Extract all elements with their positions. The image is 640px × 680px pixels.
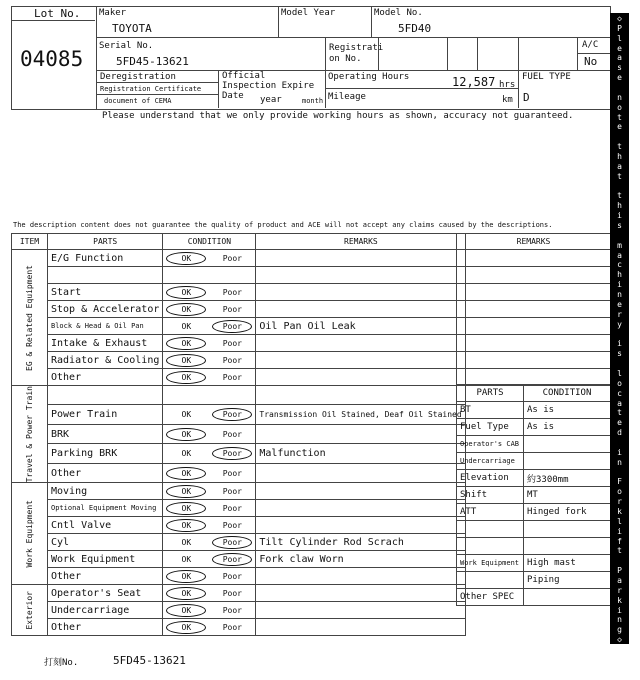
- right-remarks-table: [456, 233, 611, 386]
- part-name: BRK: [48, 424, 163, 443]
- group-label: Exterior: [12, 585, 48, 636]
- part-name: E/G Function: [48, 250, 163, 267]
- remark: Transmission Oil Stained, Deaf Oil Stained: [256, 405, 466, 424]
- poor-mark: Poor: [212, 320, 252, 333]
- table-row: [12, 534, 466, 551]
- part-name: Stop & Accelerator: [48, 301, 163, 318]
- sidebar-char: e: [617, 43, 622, 53]
- part-name: Parking BRK: [48, 444, 163, 463]
- spec-condition: [524, 538, 611, 555]
- mileage-label: Mileage: [328, 92, 366, 102]
- ok-mark: OK: [181, 449, 192, 459]
- part-name: Intake & Exhaust: [48, 335, 163, 352]
- poor-mark: Poor: [222, 304, 242, 314]
- sidebar-char: a: [617, 53, 622, 63]
- remark: [256, 500, 466, 517]
- remark: [256, 483, 466, 500]
- remark: [256, 369, 466, 386]
- part-name: Operator's Seat: [48, 585, 163, 602]
- hrs-label: hrs: [499, 80, 516, 90]
- spec-part: [457, 538, 524, 555]
- table-row: [12, 369, 466, 386]
- sidebar-char: e: [617, 418, 622, 428]
- poor-mark: Poor: [222, 622, 242, 632]
- poor-mark: Poor: [222, 355, 242, 365]
- sidebar-char: n: [617, 615, 622, 625]
- spec-part: Work Equipment: [457, 555, 524, 572]
- sidebar-char: c: [617, 260, 622, 270]
- part-name: Undercarriage: [48, 602, 163, 619]
- sidebar-char: a: [617, 575, 622, 585]
- sidebar-char: l: [617, 516, 622, 526]
- ok-mark: OK: [166, 502, 206, 515]
- sidebar-char: m: [617, 240, 622, 250]
- sidebar-char: ◇: [617, 635, 622, 645]
- serial-label: Serial No.: [99, 41, 154, 51]
- spec-condition-header: CONDITION: [524, 385, 611, 402]
- spec-condition: [524, 589, 611, 606]
- sidebar-char: s: [617, 221, 622, 231]
- spec-row: [457, 453, 611, 470]
- part-name: [48, 267, 163, 284]
- table-row: [12, 463, 466, 483]
- spec-row: [457, 538, 611, 555]
- sidebar-char: o: [617, 102, 622, 112]
- sidebar-char: r: [617, 309, 622, 319]
- spec-condition: [524, 453, 611, 470]
- spec-row: [457, 572, 611, 589]
- spec-condition: [524, 436, 611, 453]
- ok-mark: OK: [181, 321, 192, 331]
- ok-mark: OK: [166, 467, 206, 480]
- op-hours-label: Operating Hours: [328, 72, 410, 82]
- location-sidebar: [610, 13, 629, 644]
- sidebar-char: o: [617, 487, 622, 497]
- spec-part: Elevation: [457, 470, 524, 487]
- poor-mark: Poor: [222, 571, 242, 581]
- sidebar-char: P: [617, 566, 622, 576]
- spec-row: [457, 504, 611, 521]
- op-hours-value: 12,587: [452, 75, 496, 89]
- table-row: [12, 284, 466, 301]
- sidebar-char: P: [617, 23, 622, 33]
- remark: [256, 386, 466, 405]
- disclaimer: The description content does not guarantee the quality of product and ACE will not accept any claims caused by the descriptions.: [13, 221, 553, 229]
- fuel-value: D: [523, 91, 530, 104]
- remark: [256, 463, 466, 483]
- sidebar-char: r: [617, 497, 622, 507]
- spec-condition: As is: [524, 419, 611, 436]
- sidebar-char: o: [617, 378, 622, 388]
- table-row: [12, 335, 466, 352]
- table-row: [12, 551, 466, 568]
- part-name: Other: [48, 463, 163, 483]
- ok-mark: OK: [166, 337, 206, 350]
- stamp-value: 5FD45-13621: [113, 654, 186, 667]
- spec-part: ATT: [457, 504, 524, 521]
- spec-row: [457, 589, 611, 606]
- remark: [256, 352, 466, 369]
- sidebar-char: a: [617, 398, 622, 408]
- stamp-label: 打刻No.: [44, 658, 79, 668]
- spec-condition: MT: [524, 487, 611, 504]
- table-row: [12, 301, 466, 318]
- poor-mark: Poor: [212, 553, 252, 566]
- table-row: [12, 517, 466, 534]
- poor-mark: Poor: [222, 468, 242, 478]
- poor-mark: Poor: [222, 338, 242, 348]
- ok-mark: OK: [166, 519, 206, 532]
- table-row: [12, 568, 466, 585]
- part-name: Other: [48, 568, 163, 585]
- sidebar-char: n: [617, 92, 622, 102]
- poor-mark: Poor: [222, 429, 242, 439]
- poor-mark: Poor: [222, 503, 242, 513]
- remark: Malfunction: [256, 444, 466, 463]
- part-name: Start: [48, 284, 163, 301]
- ok-mark: OK: [181, 537, 192, 547]
- spec-row: [457, 487, 611, 504]
- right-remarks-header: REMARKS: [457, 234, 611, 250]
- remark: [256, 267, 466, 284]
- sidebar-char: h: [617, 270, 622, 280]
- sidebar-char: d: [617, 428, 622, 438]
- poor-mark: Poor: [222, 253, 242, 263]
- lot-value: 04085: [20, 47, 84, 71]
- ok-mark: OK: [166, 371, 206, 384]
- remark: Oil Pan Oil Leak: [256, 318, 466, 335]
- spec-condition: Piping: [524, 572, 611, 589]
- spec-row: [457, 521, 611, 538]
- group-label: Work Equipment: [12, 483, 48, 585]
- cema-label: document of CEMA: [104, 97, 172, 105]
- km-label: km: [502, 95, 513, 105]
- sidebar-char: s: [617, 63, 622, 73]
- table-row: [12, 405, 466, 424]
- ok-mark: OK: [166, 485, 206, 498]
- table-row: [12, 483, 466, 500]
- spec-part: [457, 572, 524, 589]
- ok-mark: OK: [181, 554, 192, 564]
- sidebar-char: t: [617, 142, 622, 152]
- sidebar-char: i: [617, 526, 622, 536]
- lot-label: Lot No.: [34, 7, 81, 20]
- ok-mark: OK: [181, 410, 192, 420]
- sidebar-char: F: [617, 477, 622, 487]
- sidebar-char: i: [617, 447, 622, 457]
- spec-part: Undercarriage: [457, 453, 524, 470]
- table-row: [12, 267, 466, 284]
- reg-cert-label: Registration Certificate: [100, 85, 202, 93]
- remark: [256, 335, 466, 352]
- sidebar-char: e: [617, 73, 622, 83]
- sidebar-char: i: [617, 339, 622, 349]
- sidebar-char: r: [617, 585, 622, 595]
- sidebar-char: l: [617, 368, 622, 378]
- table-row: [12, 386, 466, 405]
- group-label: Travel & Power Train: [12, 386, 48, 483]
- col-remarks: REMARKS: [256, 234, 466, 250]
- table-row: [12, 619, 466, 636]
- maker-label: Maker: [99, 8, 127, 18]
- poor-mark: Poor: [222, 605, 242, 615]
- part-name: Cyl: [48, 534, 163, 551]
- poor-mark: Poor: [212, 536, 252, 549]
- sidebar-char: ◇: [617, 14, 622, 23]
- remark: [256, 619, 466, 636]
- remark: Tilt Cylinder Rod Scrach: [256, 534, 466, 551]
- part-name: Other: [48, 619, 163, 636]
- registration-label: Registrati on No.: [329, 43, 384, 64]
- remark: [256, 301, 466, 318]
- spec-condition: As is: [524, 402, 611, 419]
- maker-value: TOYOTA: [112, 22, 152, 35]
- col-parts: PARTS: [48, 234, 163, 250]
- sidebar-char: a: [617, 161, 622, 171]
- poor-mark: Poor: [222, 520, 242, 530]
- inspection-label: Official Inspection Expire Date: [222, 71, 315, 101]
- sidebar-char: k: [617, 595, 622, 605]
- poor-mark: Poor: [222, 372, 242, 382]
- spec-part: Fuel Type: [457, 419, 524, 436]
- sidebar-char: t: [617, 191, 622, 201]
- spec-row: [457, 419, 611, 436]
- spec-row: [457, 555, 611, 572]
- poor-mark: Poor: [212, 408, 252, 421]
- spec-part: Other SPEC: [457, 589, 524, 606]
- sidebar-char: a: [617, 250, 622, 260]
- ok-mark: OK: [166, 354, 206, 367]
- part-name: Block & Head & Oil Pan: [48, 318, 163, 335]
- col-condition: CONDITION: [163, 234, 256, 250]
- spec-condition: 約3300mm: [524, 470, 611, 487]
- sidebar-char: g: [617, 625, 622, 635]
- part-name: Other: [48, 369, 163, 386]
- poor-mark: Poor: [222, 486, 242, 496]
- sidebar-char: f: [617, 536, 622, 546]
- sidebar-char: l: [617, 33, 622, 43]
- group-label: EG & Related Equipment: [12, 250, 48, 386]
- serial-value: 5FD45-13621: [116, 55, 189, 68]
- sidebar-char: i: [617, 211, 622, 221]
- remark: Fork claw Worn: [256, 551, 466, 568]
- sidebar-char: i: [617, 280, 622, 290]
- table-row: [12, 318, 466, 335]
- table-row: [12, 250, 466, 267]
- sidebar-char: h: [617, 201, 622, 211]
- spec-condition: Hinged fork: [524, 504, 611, 521]
- spec-part: [457, 521, 524, 538]
- month-label: month: [302, 97, 324, 105]
- sidebar-char: e: [617, 299, 622, 309]
- spec-part: Shift: [457, 487, 524, 504]
- fuel-label: FUEL TYPE: [522, 72, 571, 82]
- ok-mark: OK: [166, 570, 206, 583]
- poor-mark: Poor: [222, 588, 242, 598]
- sidebar-char: h: [617, 152, 622, 162]
- col-item: ITEM: [12, 234, 48, 250]
- part-name: [48, 386, 163, 405]
- ok-mark: OK: [166, 587, 206, 600]
- ok-mark: OK: [166, 604, 206, 617]
- part-name: Optional Equipment Moving: [48, 500, 163, 517]
- sidebar-char: t: [617, 112, 622, 122]
- spec-row: [457, 402, 611, 419]
- part-name: Power Train: [48, 405, 163, 424]
- remark: [256, 284, 466, 301]
- ac-value: No: [584, 55, 598, 68]
- model-no-label: Model No.: [374, 8, 423, 18]
- spec-row: [457, 470, 611, 487]
- ok-mark: OK: [166, 252, 206, 265]
- sidebar-char: t: [617, 171, 622, 181]
- sidebar-char: y: [617, 319, 622, 329]
- ok-mark: OK: [166, 621, 206, 634]
- table-row: [12, 585, 466, 602]
- remark: [256, 517, 466, 534]
- remark: [256, 568, 466, 585]
- remark: [256, 602, 466, 619]
- part-name: Radiator & Cooling: [48, 352, 163, 369]
- remark: [256, 424, 466, 443]
- ok-mark: OK: [166, 428, 206, 441]
- table-row: [12, 352, 466, 369]
- table-row: [12, 444, 466, 463]
- part-name: Moving: [48, 483, 163, 500]
- poor-mark: Poor: [212, 447, 252, 460]
- model-no-value: 5FD40: [398, 22, 432, 35]
- dereg-label: Deregistration: [100, 72, 176, 82]
- sidebar-char: e: [617, 122, 622, 132]
- spec-part: Operator's CAB: [457, 436, 524, 453]
- part-name: Cntl Valve: [48, 517, 163, 534]
- spec-condition: [524, 521, 611, 538]
- part-name: Work Equipment: [48, 551, 163, 568]
- sidebar-char: t: [617, 408, 622, 418]
- spec-row: [457, 436, 611, 453]
- spec-table: [456, 384, 611, 606]
- table-row: [12, 424, 466, 443]
- spec-parts-header: PARTS: [457, 385, 524, 402]
- sidebar-char: s: [617, 349, 622, 359]
- ok-mark: OK: [166, 303, 206, 316]
- sidebar-char: n: [617, 457, 622, 467]
- sidebar-char: t: [617, 546, 622, 556]
- remark: [256, 585, 466, 602]
- sidebar-char: i: [617, 605, 622, 615]
- sidebar-char: c: [617, 388, 622, 398]
- sidebar-char: k: [617, 506, 622, 516]
- sidebar-char: n: [617, 290, 622, 300]
- remark: [256, 250, 466, 267]
- model-year-label: Model Year: [281, 8, 336, 18]
- inspection-table: [11, 233, 466, 636]
- ok-mark: OK: [166, 286, 206, 299]
- spec-condition: High mast: [524, 555, 611, 572]
- ac-label: A/C: [582, 40, 599, 50]
- table-row: [12, 500, 466, 517]
- year-label: year: [260, 95, 282, 105]
- poor-mark: Poor: [222, 287, 242, 297]
- spec-part: BT: [457, 402, 524, 419]
- table-row: [12, 602, 466, 619]
- accuracy-note: Please understand that we only provide working hours as shown, accuracy not guaranteed.: [102, 111, 574, 121]
